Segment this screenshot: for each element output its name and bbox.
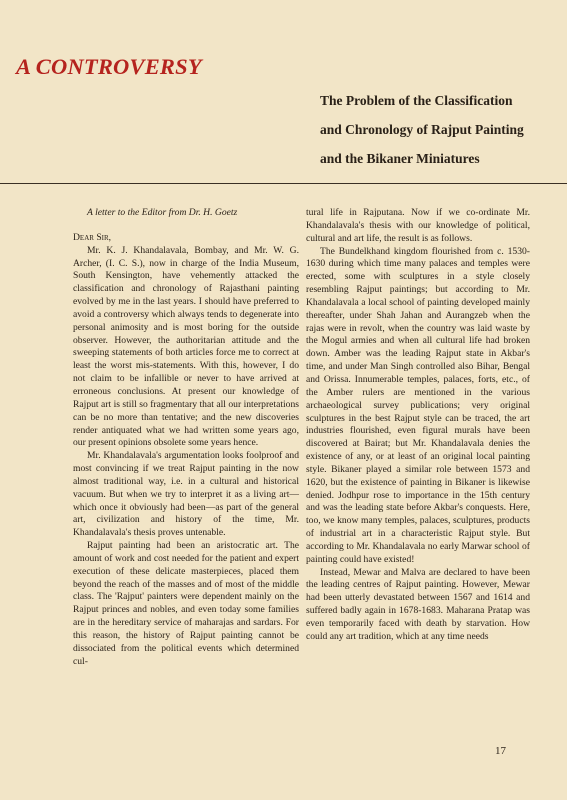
paragraph: Rajput painting had been an aristocratic art. The amount of work and cost needed for the patient and expert execution of these delicate masterpieces, placed them beyond the reach of the masses and of most of the middle class. The 'Rajput' painters were dependent mainly on the Rajput princes and nobles, and even today some families are in the hereditary service of maharajas and sardars. For this reason, the history of Rajput painting cannot be dissociated from the political events which determined cul- (73, 540, 299, 667)
subtitle-line: and the Bikaner Miniatures (320, 151, 480, 166)
subtitle-line: and Chronology of Rajput Painting (320, 122, 524, 137)
byline: A letter to the Editor from Dr. H. Goetz (87, 207, 238, 218)
paragraph: Mr. K. J. Khandalavala, Bombay, and Mr. W. G. Archer, (I. C. S.), now in charge of the India Museum, South Kensington, have vehemently attacked the classification and chronology of Rajasthani painting evolved by me in the last years. I should have preferred to avoid a controversy which always tends to degenerate into personal animosity and is most boring for the outside observer. However, the authoritarian attitude and the sweeping statements of both articles force me to correct at least the worst mis-statements. With this, however, I do not claim to be infallible or never to have arrived at erroneous conclusions. At present our knowledge of Rajput art is still so fragmentary that all our interpretations can be no more than tentative; and the new discoveries render antiquated what we had written some years ago, our present opinions obsolete some years hence. (73, 244, 299, 449)
subtitle-line: The Problem of the Classification (320, 93, 513, 108)
paragraph: Mr. Khandalavala's argumentation looks foolproof and most convincing if we treat Rajput painting in the now almost traditional way, i.e. in a cultural and historical vacuum. But when we try to interpret it as a living art—which once it obviously had been—as part of the general art, civilization and history of the time, Mr. Khandalavala's thesis proves untenable. (73, 450, 299, 539)
article-subtitle (320, 86, 560, 173)
right-column (306, 207, 530, 644)
paragraph: The Bundelkhand kingdom flourished from c. 1530-1630 during which time many palaces and temples were erected, some with sculptures in a style closely resembling Rajput paintings; but according to Mr. Khandalavala a local school of painting developed mainly thereafter, under Shah Jahan and Aurangzeb when the rajas were in revolt, when the country was laid waste by the Mogul armies and when all cultural life had broken down. Amber was the leading Rajput state in Akbar's time, and under Man Singh controlled also Bihar, Bengal and Orissa. Innumerable temples, palaces, forts, etc., of the Amber rulers are mentioned in the various archaeological survey publications; very original sculptures in the best Rajput style can be traced, the art industries flourished, even figural murals have been discovered at Bairat; but Mr. Khandalavala denies the existence of any, or at least of an original local painting style. Bikaner played a similar role between 1573 and 1620, but the existence of painting in Bikaner is likewise denied. Jodhpur rose to importance in the 15th century and was the leading state before Akbar's conquests. Here, too, we know many temples, palaces, sculptures, products of industrial art in a characteristic Rajput style. But according to Mr. Khandalavala no early Marwar school of painting could have existed! (306, 245, 530, 565)
paragraph-continuation: tural life in Rajputana. Now if we co-ordinate Mr. Khandalavala's thesis with our knowledge of political, cultural and art life, the result is as follows. (306, 207, 530, 244)
salutation: Dear Sir, (73, 231, 112, 243)
page-number: 17 (495, 745, 506, 757)
header-divider (0, 183, 567, 184)
article-title: A CONTROVERSY (16, 54, 202, 79)
paragraph: Instead, Mewar and Malva are declared to have been the leading centres of Rajput painting. However, Mewar had been utterly devastated between 1567 and 1614 and suffered badly again in 1678-1683. Maharana Pratap was even temporarily faced with death by starvation. How could any art tradition, which at any time needs (306, 566, 530, 642)
left-column (73, 207, 299, 669)
